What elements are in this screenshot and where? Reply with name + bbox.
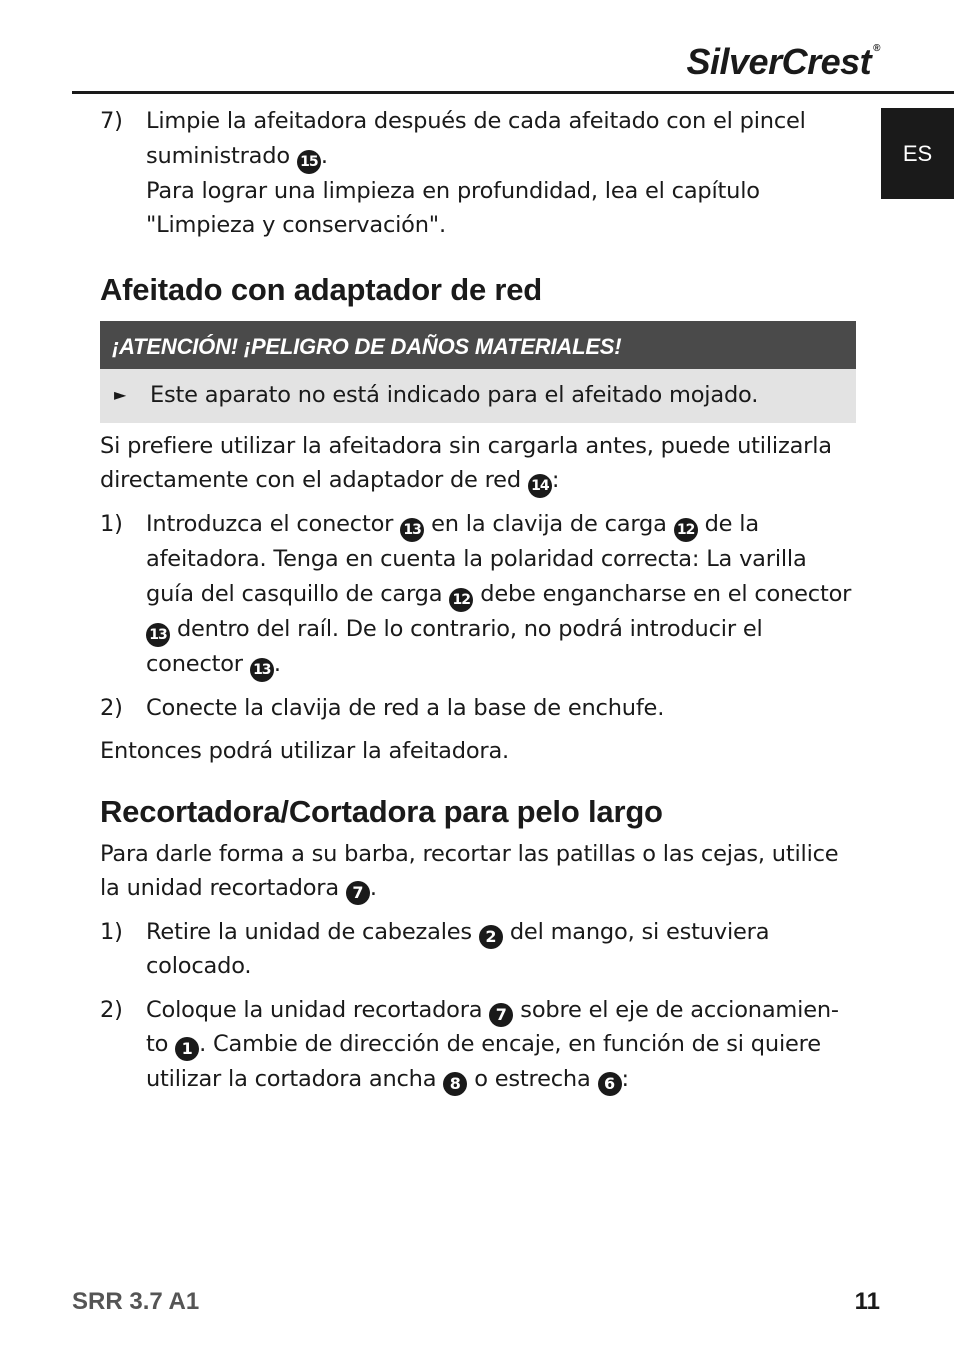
step-7 [100,104,856,243]
component-ref-badge: 8 [443,1072,467,1096]
step-text-part: debe engancharse en el conector [473,580,852,607]
component-ref-badge: 14 [528,474,552,498]
para-text-part: Para darle forma a su barba, recortar las patillas o las cejas, utilice la unidad recortadora [100,840,839,901]
para-text-part: . [369,875,377,901]
step-text-part: dentro del raíl. De lo contrario, no podrá introducir el conector [146,615,763,677]
step-number: 1) [100,918,123,945]
page-content [100,104,856,1105]
component-ref-badge: 15 [297,150,321,174]
component-ref-badge: 2 [479,925,503,949]
step-text [146,993,856,1097]
step-text-part: . Cambie de dirección de encaje, en función de si quiere utilizar la cortadora ancha [146,1031,821,1092]
step-text-part: de la afeitadora. Tenga en cuenta la polaridad correcta: La varilla guía del casquillo de carga [146,511,807,607]
step-text-part: sobre el eje de accionamien-to [146,996,839,1057]
step-number: 7) [100,108,123,134]
bullet-arrow-icon: ► [114,385,127,405]
step-text-part: en la clavija de carga [424,511,674,537]
step-text: Conecte la clavija de red a la base de enchufe. [146,694,665,721]
step-number: 2) [100,996,123,1023]
step-text-part: del mango, si estuviera colocado. [146,918,770,979]
component-ref-badge: 7 [489,1003,513,1027]
step-text-part: Limpie la afeitadora después de cada afeitado con el pincel suministrado [146,108,806,169]
component-ref-badge: 12 [449,588,473,612]
outro-paragraph: Entonces podrá utilizar la afeitadora. [100,738,510,764]
step-number: 1) [100,511,123,537]
section-heading-mains-adapter: Afeitado con adaptador de red [100,271,543,307]
component-ref-badge: 1 [175,1037,199,1061]
warning-title: ¡ATENCIÓN! ¡PELIGRO DE DAÑOS MATERIALES! [100,321,856,369]
trimmer-intro-paragraph [100,837,856,906]
step-number: 2) [100,694,123,721]
step-text-part: o estrecha [467,1065,598,1092]
header-divider [72,91,954,94]
language-tab: ES [881,108,954,199]
brand-logo [686,41,880,82]
section-heading-trimmer: Recortadora/Cortadora para pelo largo [100,793,663,829]
step-text-part: Coloque la unidad recortadora [146,996,490,1023]
warning-text: Este aparato no está indicado para el afeitado mojado. [150,382,759,409]
step-text-part: Introduzca el conector [146,511,401,537]
brand-name: SilverCrest [686,41,872,82]
step-text-part: . [273,650,281,677]
step-text-part: . [320,142,328,169]
intro-paragraph [100,429,856,499]
component-ref-badge: 13 [400,518,424,542]
component-ref-badge: 13 [146,623,170,647]
component-ref-badge: 7 [346,881,370,905]
component-ref-badge: 6 [598,1072,622,1096]
footer-model-number: SRR 3.7 A1 [72,1288,200,1315]
step-text-part: : [621,1065,629,1092]
step-text [146,104,856,243]
step-2 [100,691,856,726]
step-text [146,915,856,984]
para-text-part: Si prefiere utilizar la afeitadora sin cargarla antes, puede utilizarla directamente con el adaptador de red [100,432,832,493]
footer-page-number: 11 [854,1288,880,1315]
trimmer-step-2 [100,993,856,1097]
component-ref-badge: 13 [250,658,274,682]
trimmer-step-1 [100,915,856,984]
step-text-part: Para lograr una limpieza en profundidad, lea el capítulo "Limpieza y conservación". [146,177,760,238]
para-text-part: : [551,467,560,493]
step-1 [100,507,856,682]
brand-registered-mark: ® [873,43,880,54]
warning-body [100,369,856,423]
step-text [146,507,856,682]
component-ref-badge: 12 [674,518,698,542]
step-text-part: Retire la unidad de cabezales [146,918,479,945]
